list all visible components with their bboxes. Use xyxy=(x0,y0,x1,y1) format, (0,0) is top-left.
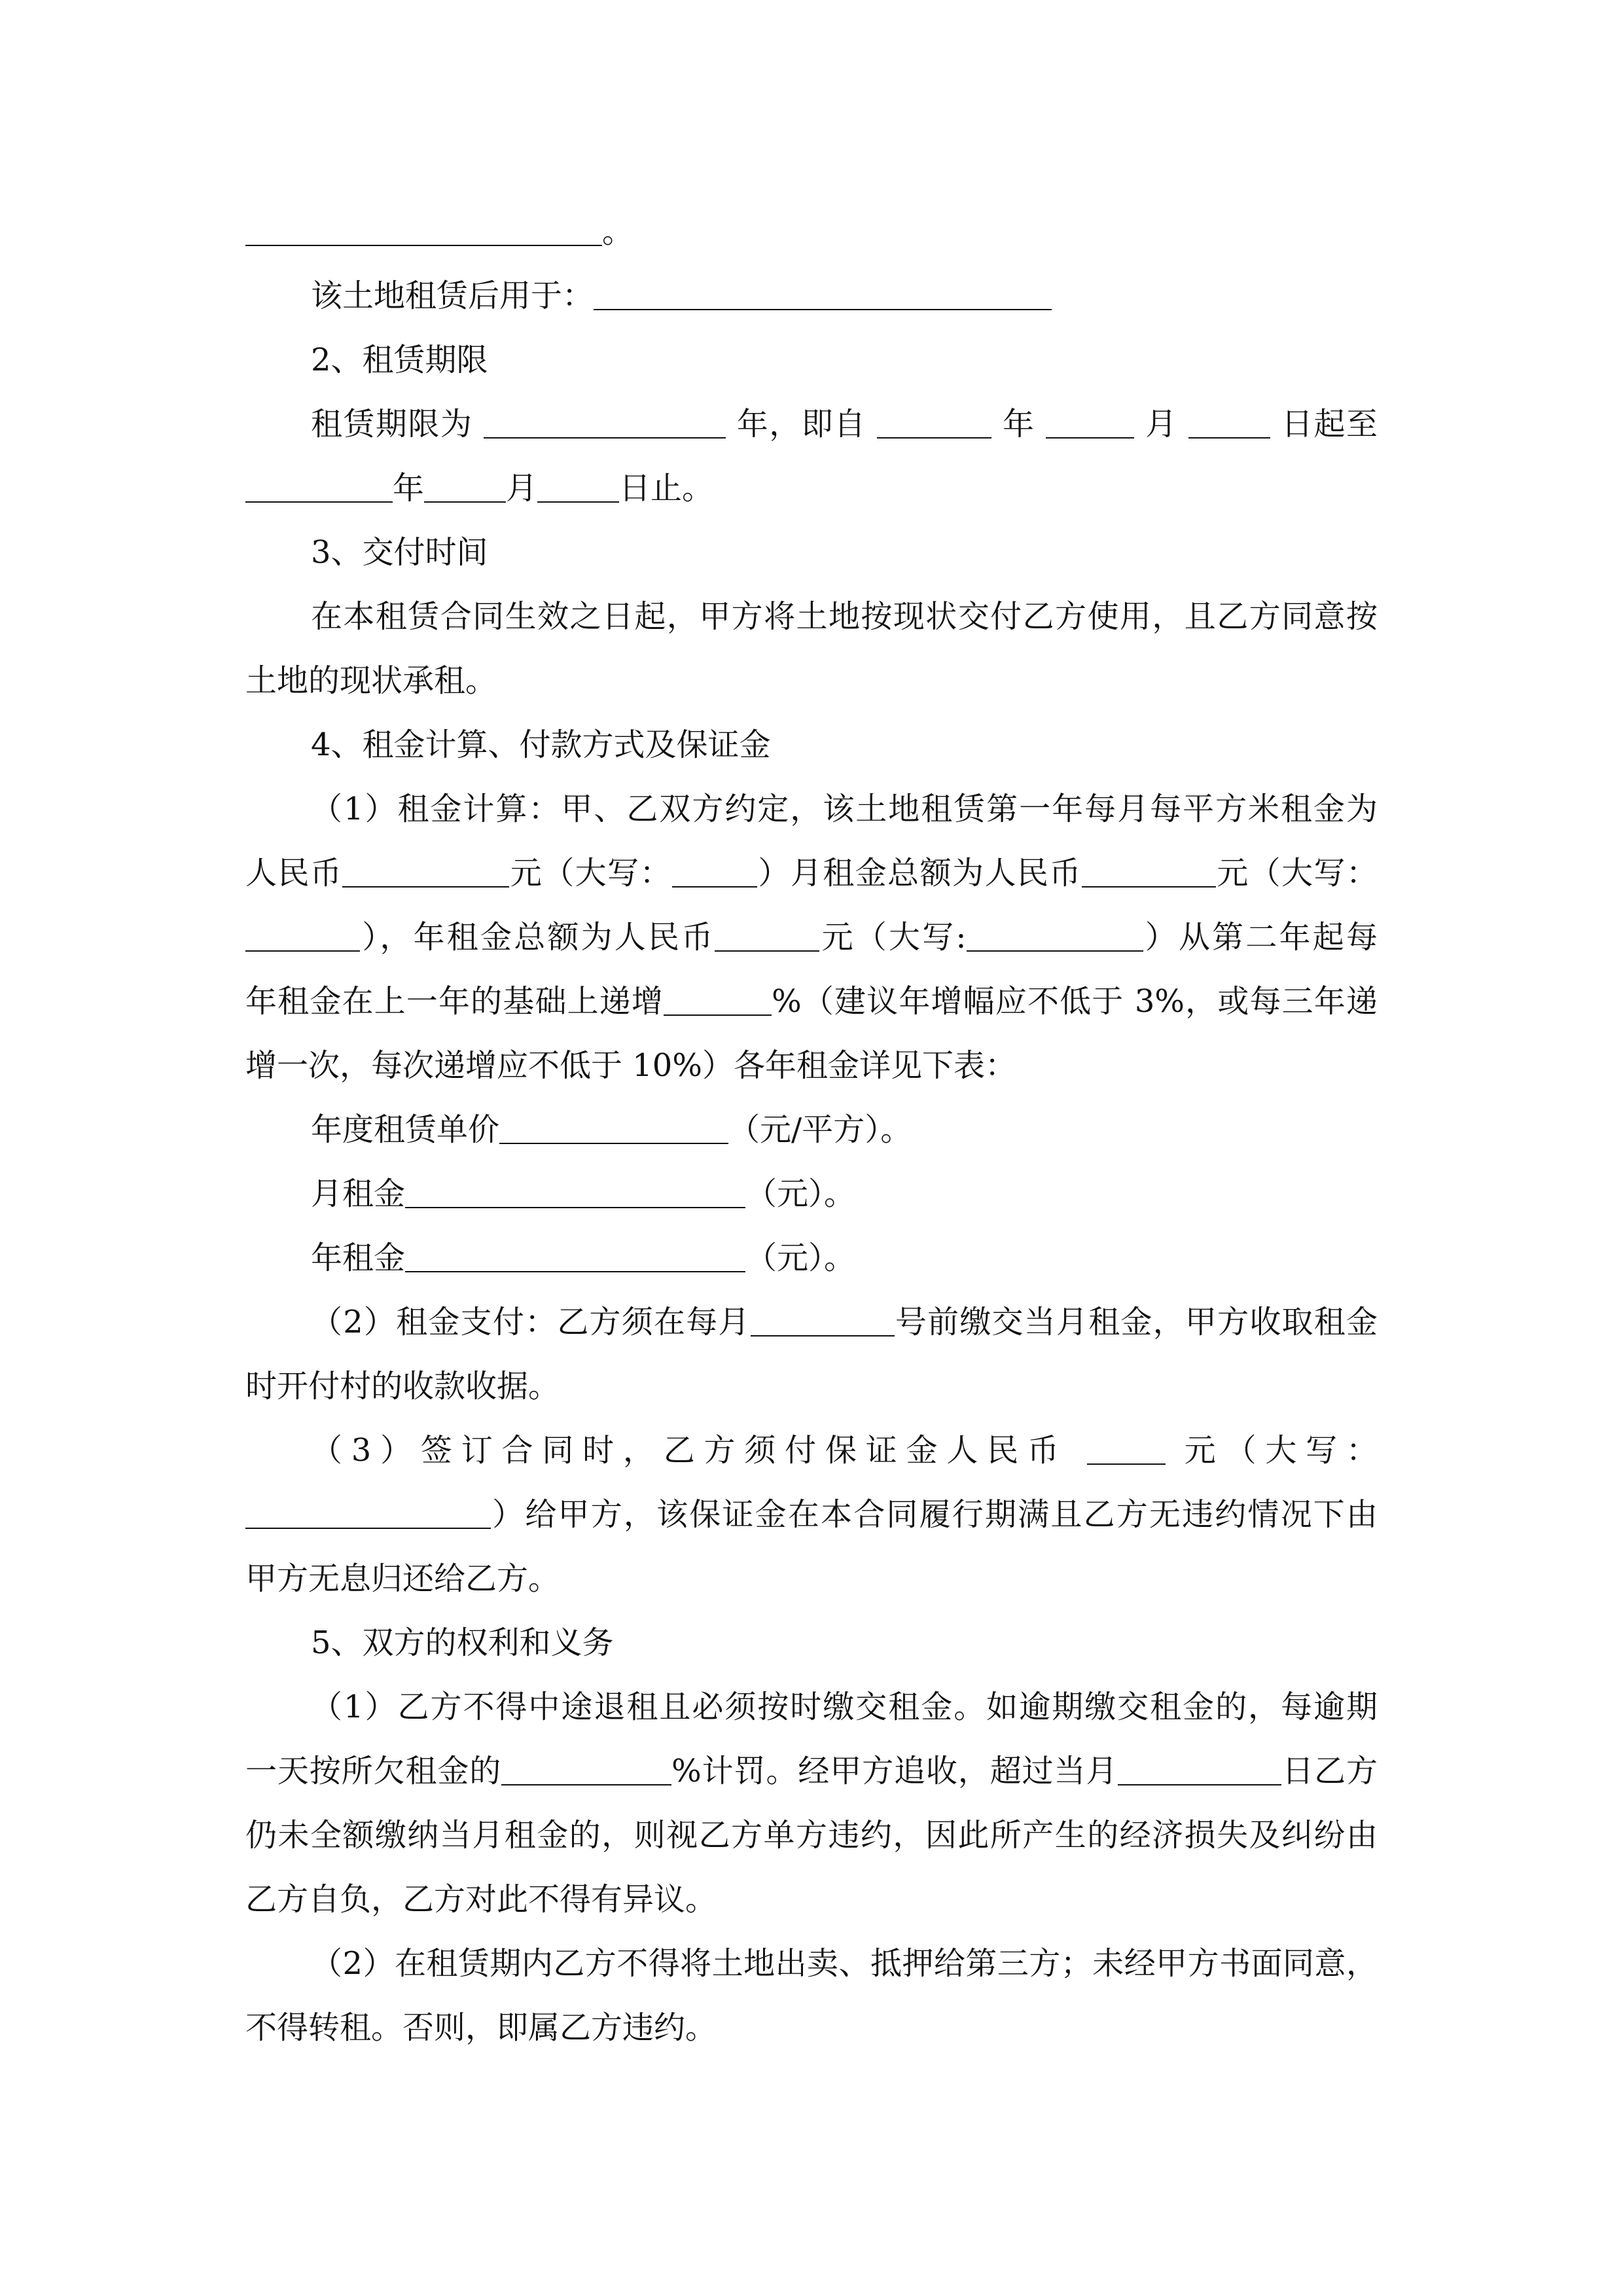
line-4: 租赁期限为 年，即自 年 月 日起至 xyxy=(311,392,1378,456)
line-26: 仍未全额缴纳当月租金的，则视乙方单方违约，因此所产生的经济损失及纠纷由 xyxy=(245,1817,1378,1854)
blank-field[interactable] xyxy=(245,207,602,246)
start-month-blank[interactable] xyxy=(1046,399,1134,439)
annual-total-words-blank[interactable] xyxy=(967,912,1143,952)
start-year-blank[interactable] xyxy=(877,399,991,439)
line-25: 一天按所欠租金的 %计罚。经甲方追收，超过当月 日乙方 xyxy=(245,1739,1378,1803)
overdue-day-blank[interactable] xyxy=(1118,1746,1281,1785)
line-8: 土地的现状承租。 xyxy=(245,662,497,699)
heading-rent: 4、租金计算、付款方式及保证金 xyxy=(311,726,771,763)
line-29: 不得转租。否则，即属乙方违约。 xyxy=(245,2009,717,2046)
monthly-total-words-blank[interactable] xyxy=(245,912,360,952)
line-5: 年 月 日止。 xyxy=(245,456,1378,520)
line-14: 增一次，每次递增应不低于 10%）各年租金详见下表： xyxy=(245,1047,1016,1084)
line-16: 月租金 （元）。 xyxy=(311,1162,1378,1226)
line-18: （2）租金支付：乙方须在每月 号前缴交当月租金，甲方收取租金 xyxy=(311,1290,1378,1354)
line-7: 在本租赁合同生效之日起，甲方将土地按现状交付乙方使用，且乙方同意按 xyxy=(311,598,1378,635)
line-10: （1）租金计算：甲、乙双方约定，该土地租赁第一年每月每平方米租金为 xyxy=(311,791,1378,827)
annual-total-blank[interactable] xyxy=(715,912,819,952)
deposit-words-blank[interactable] xyxy=(245,1490,491,1529)
annual-unit-price-blank[interactable] xyxy=(499,1105,728,1144)
increase-rate-blank[interactable] xyxy=(664,977,772,1016)
start-day-blank[interactable] xyxy=(1188,399,1270,439)
land-use-blank[interactable] xyxy=(594,271,1052,310)
end-month-blank[interactable] xyxy=(424,463,506,503)
line-28: （2）在租赁期内乙方不得将土地出卖、抵押给第三方；未经甲方书面同意， xyxy=(311,1945,1378,1982)
heading-lease-term: 2、租赁期限 xyxy=(311,342,488,378)
line-27: 乙方自负，乙方对此不得有异议。 xyxy=(245,1881,717,1918)
line-21: ）给甲方，该保证金在本合同履行期满且乙方无违约情况下由 xyxy=(245,1482,1378,1547)
monthly-total-blank[interactable] xyxy=(1082,848,1216,888)
payment-day-blank[interactable] xyxy=(751,1297,895,1336)
unit-price-blank[interactable] xyxy=(342,848,509,888)
line-12: ），年租金总额为人民币 元（大写: ）从第二年起每 xyxy=(245,905,1378,969)
years-blank[interactable] xyxy=(484,399,726,439)
line-19: 时开付村的收款收据。 xyxy=(245,1368,560,1405)
penalty-rate-blank[interactable] xyxy=(501,1746,671,1785)
heading-delivery-time: 3、交付时间 xyxy=(311,534,488,571)
line-1: 。 xyxy=(245,200,1378,264)
monthly-rent-blank[interactable] xyxy=(405,1169,745,1208)
heading-rights-obligations: 5、双方的权利和义务 xyxy=(311,1624,614,1661)
line-13: 年租金在上一年的基础上递增 %（建议年增幅应不低于 3%，或每三年递 xyxy=(245,969,1378,1033)
line-24: （1）乙方不得中途退租且必须按时缴交租金。如逾期缴交租金的，每逾期 xyxy=(311,1689,1378,1725)
deposit-blank[interactable] xyxy=(1087,1426,1166,1465)
end-day-blank[interactable] xyxy=(537,463,619,503)
line-20: （3）签订合同时，乙方须付保证金人民币 元（大写： xyxy=(311,1418,1378,1482)
line-22: 甲方无息归还给乙方。 xyxy=(245,1560,560,1597)
annual-rent-blank[interactable] xyxy=(405,1233,745,1272)
line-17: 年租金 （元）。 xyxy=(311,1226,1378,1290)
line-15: 年度租赁单价 （元/平方）。 xyxy=(311,1098,1378,1162)
line-11: 人民币 元（大写： ）月租金总额为人民币 元（大写： xyxy=(245,841,1378,905)
end-year-blank[interactable] xyxy=(245,463,393,503)
line-2: 该土地租赁后用于： xyxy=(311,264,1378,328)
unit-price-words-blank[interactable] xyxy=(672,848,757,888)
